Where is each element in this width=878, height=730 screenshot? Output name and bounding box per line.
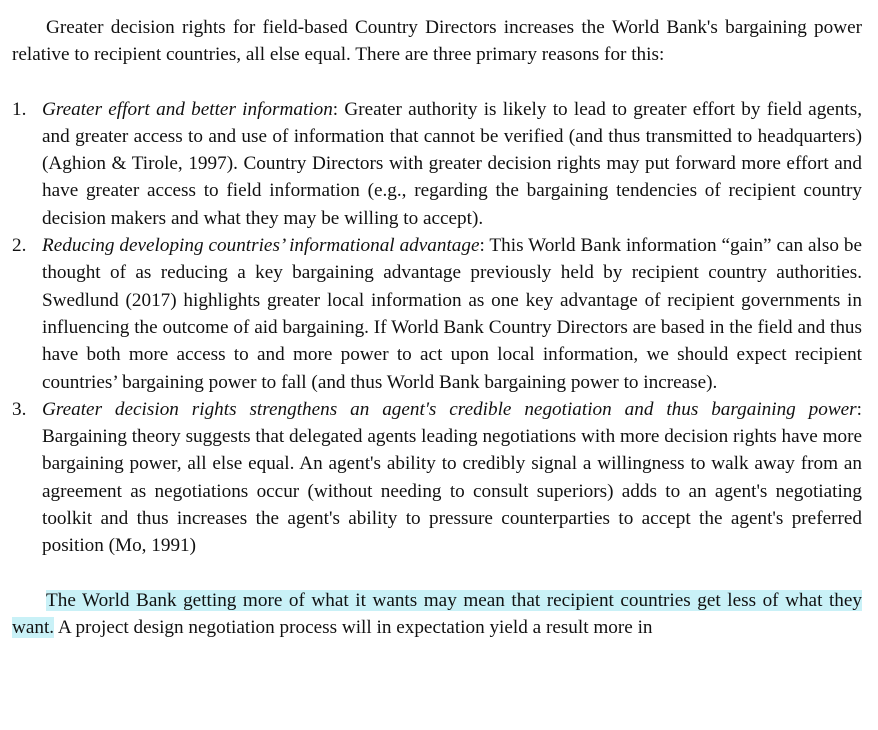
paragraph-spacer	[12, 69, 862, 96]
closing-text: A project design negotiation process will in expectation yield a result more in	[54, 616, 653, 638]
paragraph-spacer	[12, 560, 862, 587]
list-item-body: : Greater authority is likely to lead to greater effort by field agents, and greater access to and use of information that cannot be verified (and thus transmitted to headquarters) (Aghion & Tirole, 1997). Country Directors with greater decision rights may put forward more effort and have greater access to field information (e.g., regarding the bargaining tendencies of recipient country decision makers and what they may be willing to accept).	[42, 98, 862, 229]
list-item-body: : This World Bank information “gain” can also be thought of as reducing a key bargaining advantage previously held by recipient country authorities. Swedlund (2017) highlights greater local information as one key advantage of recipient governments in influencing the outcome of aid bargaining. If World Bank Country Directors are based in the field and thus have both more access to and more power to act upon local information, we should expect recipient countries’ bargaining power to fall (and thus World Bank bargaining power to increase).	[42, 235, 862, 393]
list-item	[12, 232, 862, 396]
highlighted-sentence: The World Bank getting more of what it wants may mean that recipient countries get less of what they want.	[12, 589, 862, 638]
list-item-title: Reducing developing countries’ informational advantage	[42, 235, 480, 257]
list-item	[12, 396, 862, 560]
list-item-number: 2.	[12, 235, 27, 257]
closing-paragraph	[12, 587, 862, 642]
list-item-number: 3.	[12, 398, 27, 420]
list-item-title: Greater decision rights strengthens an agent's credible negotiation and thus bargaining power	[42, 398, 857, 420]
document-page	[12, 14, 862, 641]
list-item	[12, 96, 862, 232]
reasons-list	[12, 96, 862, 560]
list-item-number: 1.	[12, 98, 27, 120]
list-item-title: Greater effort and better information	[42, 98, 333, 120]
list-item-body: : Bargaining theory suggests that delegated agents leading negotiations with more decision rights have more bargaining power, all else equal. An agent's ability to credibly signal a willingness to walk away from an agreement as negotiations occur (without needing to consult superiors) adds to an agent's negotiating toolkit and thus increases the agent's ability to pressure counterparties to accept the agent's preferred position (Mo, 1991)	[42, 398, 862, 557]
intro-paragraph: Greater decision rights for field-based Country Directors increases the World Bank's bargaining power relative to recipient countries, all else equal. There are three primary reasons for this:	[12, 17, 862, 66]
